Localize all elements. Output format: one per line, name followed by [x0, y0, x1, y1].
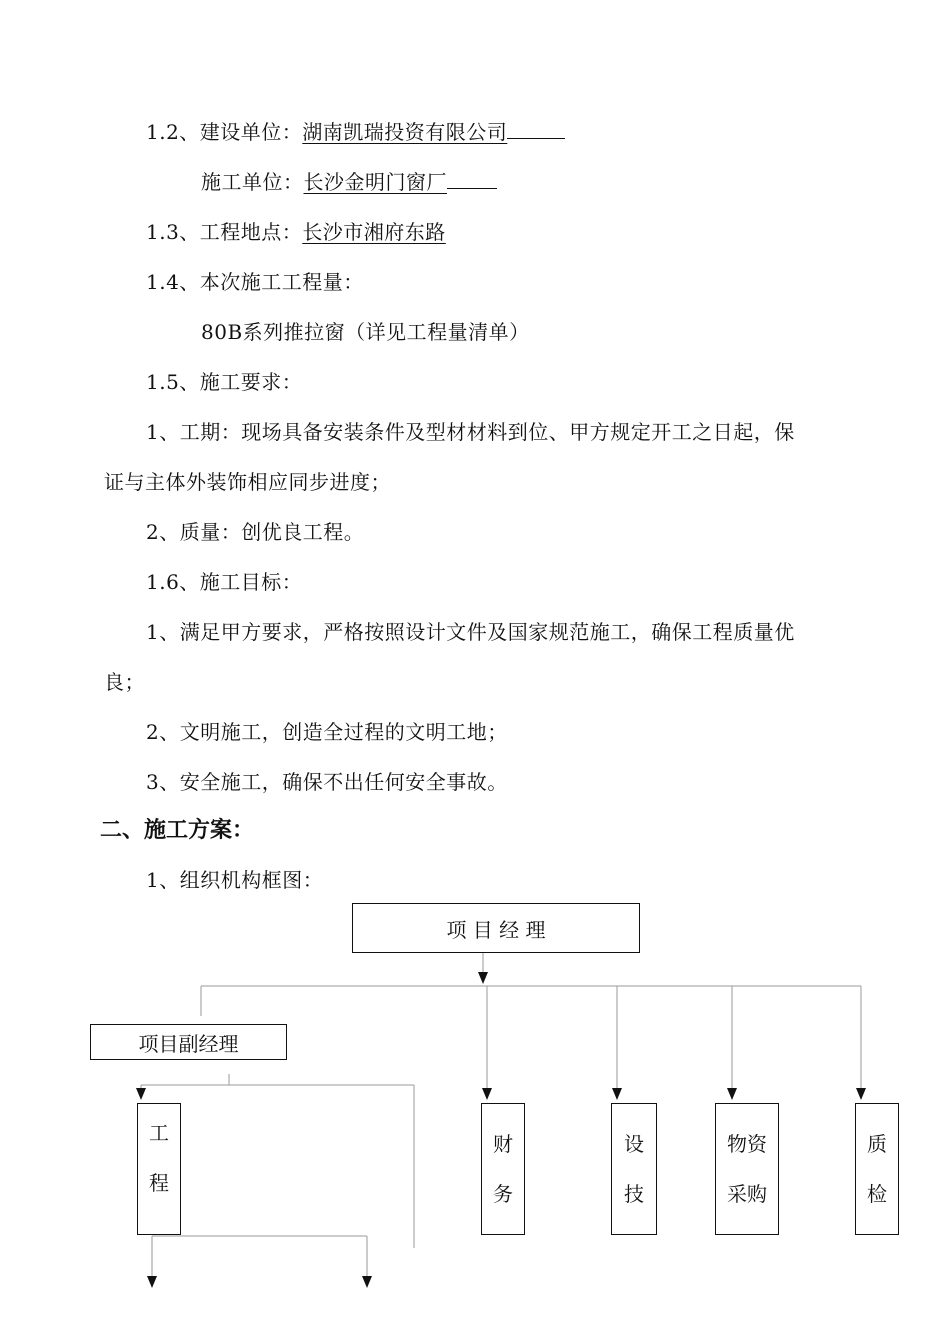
- org-label-technical-2: 技: [624, 1182, 644, 1206]
- org-label-procurement-2: 采购: [727, 1182, 767, 1206]
- line-goal-1b: 良；: [104, 670, 145, 694]
- org-label-engineering-2: 程: [149, 1171, 169, 1195]
- org-box-technical: [611, 1103, 657, 1235]
- org-chart-title: 1、组织机构框图：: [146, 868, 324, 892]
- org-box-procurement: [715, 1103, 779, 1235]
- line-goal-3: 3、安全施工，确保不出任何安全事故。: [146, 770, 508, 794]
- line-work-quantity: 1.4、本次施工工程量：: [146, 270, 364, 294]
- org-label-finance-2: 务: [493, 1182, 513, 1206]
- org-label-deputy-manager: 项目副经理: [138, 1031, 239, 1056]
- org-box-quality-check: [855, 1103, 899, 1235]
- org-label-engineering-1: 工: [149, 1121, 169, 1145]
- line-goal-1a: 1、满足甲方要求，严格按照设计文件及国家规范施工，确保工程质量优: [146, 620, 795, 644]
- arrow-head: [856, 1088, 866, 1100]
- arrow-head: [482, 1088, 492, 1100]
- org-label-technical-1: 设: [624, 1132, 644, 1156]
- line-project-location-label: 1.3、工程地点：: [146, 220, 303, 244]
- arrow-head: [478, 972, 488, 984]
- org-box-finance: [481, 1103, 525, 1235]
- line-req-schedule-1: 1、工期：现场具备安装条件及型材材料到位、甲方规定开工之日起，保: [146, 420, 795, 444]
- org-label-project-manager: 项 目 经 理: [446, 917, 546, 942]
- section-heading: 二、施工方案：: [100, 818, 255, 843]
- arrow-head: [727, 1088, 737, 1100]
- org-label-quality-check-1: 质: [867, 1132, 887, 1156]
- org-label-finance-1: 财: [493, 1132, 513, 1156]
- line-req-schedule-2: 证与主体外装饰相应同步进度；: [104, 470, 391, 494]
- line-requirements: 1.5、施工要求：: [146, 370, 303, 394]
- line-goal-2: 2、文明施工，创造全过程的文明工地；: [146, 720, 508, 744]
- arrow-head: [136, 1088, 146, 1100]
- org-box-engineering: [137, 1103, 181, 1235]
- line-work-quantity-detail: 80B系列推拉窗（详见工程量清单）: [201, 320, 530, 344]
- line-goals: 1.6、施工目标：: [146, 570, 303, 594]
- org-label-procurement-1: 物资: [727, 1132, 767, 1156]
- line-req-quality: 2、质量：创优良工程。: [146, 520, 365, 544]
- org-label-quality-check-2: 检: [867, 1182, 887, 1206]
- line-builder-unit-label: 施工单位：: [201, 170, 304, 194]
- construction-unit-value: 湖南凯瑞投资有限公司: [302, 120, 508, 144]
- arrow-head: [362, 1276, 372, 1288]
- builder-unit-value: 长沙金明门窗厂: [303, 170, 447, 194]
- arrow-head: [612, 1088, 622, 1100]
- line-construction-unit-label: 1.2、建设单位：: [146, 120, 303, 144]
- arrow-head: [147, 1276, 157, 1288]
- org-box-deputy-manager: [90, 1024, 287, 1060]
- org-box-project-manager: [352, 903, 640, 953]
- project-location-value: 长沙市湘府东路: [302, 220, 446, 244]
